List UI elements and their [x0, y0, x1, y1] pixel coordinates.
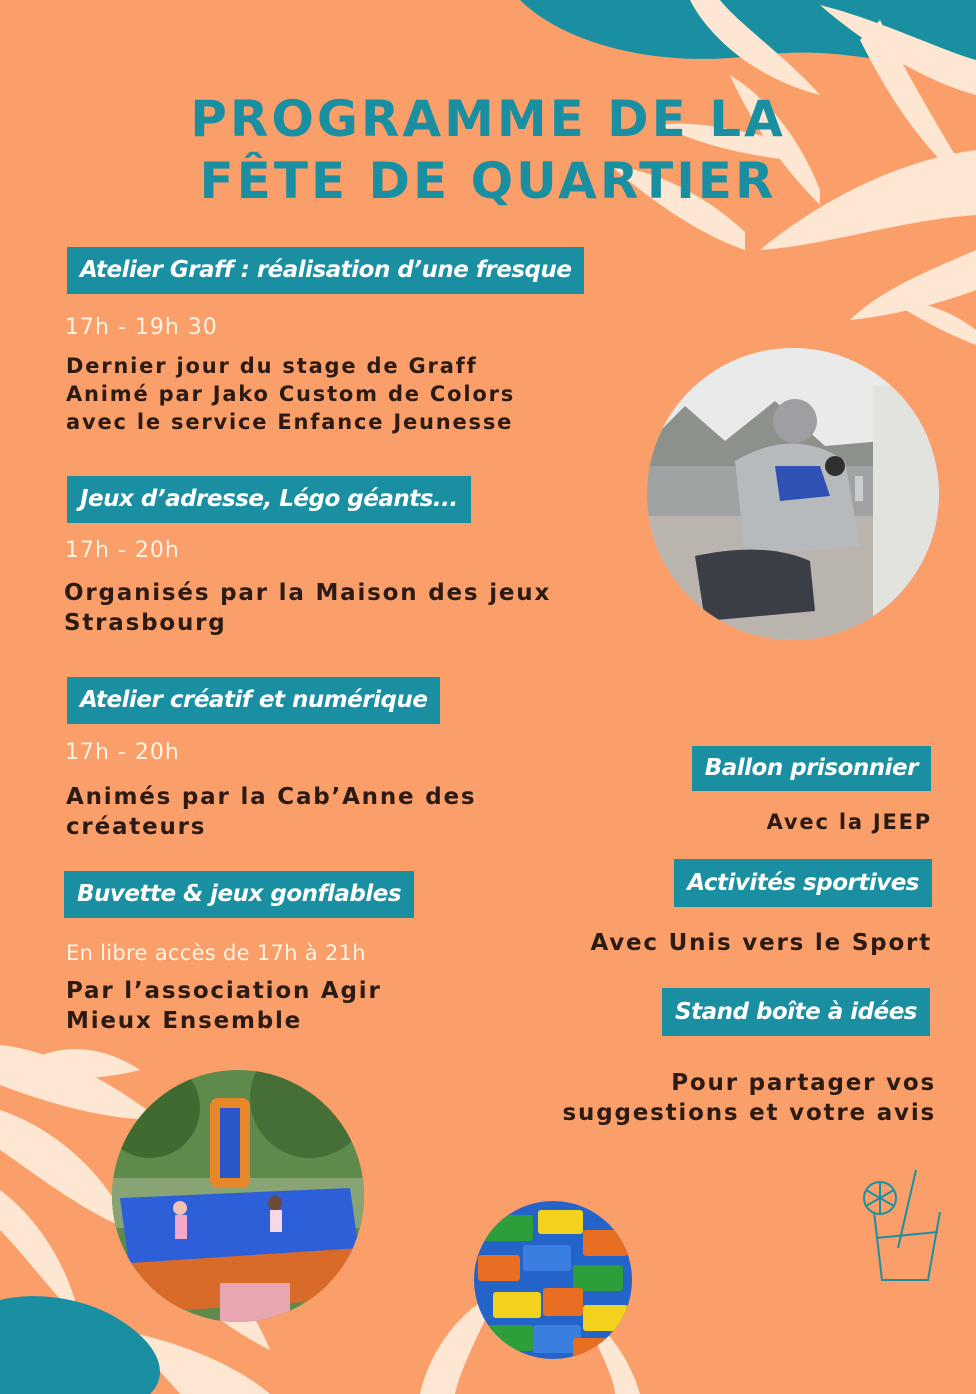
activity-heading-buvette: Buvette & jeux gonflables — [64, 871, 414, 918]
description-line: Avec la JEEP — [766, 810, 932, 834]
description-line: suggestions et votre avis — [562, 1100, 936, 1126]
activity-description-sport — [590, 928, 932, 958]
description-line: Mieux Ensemble — [66, 1008, 303, 1034]
giant-lego-bricks-photo — [473, 1200, 633, 1360]
activity-description-jeux — [64, 578, 551, 638]
description-line: Animé par Jako Custom de Colors — [66, 382, 516, 406]
lemonade-glass-icon — [858, 1168, 948, 1286]
activity-time-creatif: 17h - 20h — [65, 740, 180, 765]
page-title — [0, 88, 976, 212]
description-line: Animés par la Cab’Anne des — [66, 784, 477, 810]
bouncy-castle-photo — [110, 1068, 366, 1324]
activity-heading-creatif: Atelier créatif et numérique — [67, 677, 440, 724]
activity-heading-sport: Activités sportives — [674, 859, 932, 907]
activity-description-boite — [563, 1068, 936, 1128]
activity-heading-jeux: Jeux d’adresse, Légo géants... — [67, 476, 471, 523]
title-line-2: FÊTE DE QUARTIER — [199, 152, 777, 210]
activity-description-ballon — [767, 807, 932, 837]
description-line: Pour partager vos — [671, 1070, 936, 1096]
activity-time-buvette: En libre accès de 17h à 21h — [66, 941, 366, 965]
activity-description-graff — [66, 352, 515, 436]
activity-time-jeux: 17h - 20h — [65, 538, 180, 563]
description-line: Par l’association Agir — [66, 978, 382, 1004]
description-line: créateurs — [66, 814, 207, 840]
graffiti-workshop-photo — [645, 346, 941, 642]
activity-description-buvette — [66, 976, 382, 1036]
description-line: Avec Unis vers le Sport — [590, 930, 932, 956]
activity-time-graff: 17h - 19h 30 — [65, 315, 218, 340]
activity-heading-boite: Stand boîte à idées — [662, 988, 930, 1036]
title-line-1: PROGRAMME DE LA — [190, 90, 786, 148]
activity-heading-ballon: Ballon prisonnier — [692, 746, 931, 791]
description-line: Strasbourg — [64, 610, 227, 636]
activity-heading-graff: Atelier Graff : réalisation d’une fresque — [67, 247, 584, 294]
description-line: Organisés par la Maison des jeux — [64, 580, 552, 606]
activity-description-creatif — [66, 782, 476, 842]
description-line: Dernier jour du stage de Graff — [66, 354, 478, 378]
description-line: avec le service Enfance Jeunesse — [66, 410, 514, 434]
